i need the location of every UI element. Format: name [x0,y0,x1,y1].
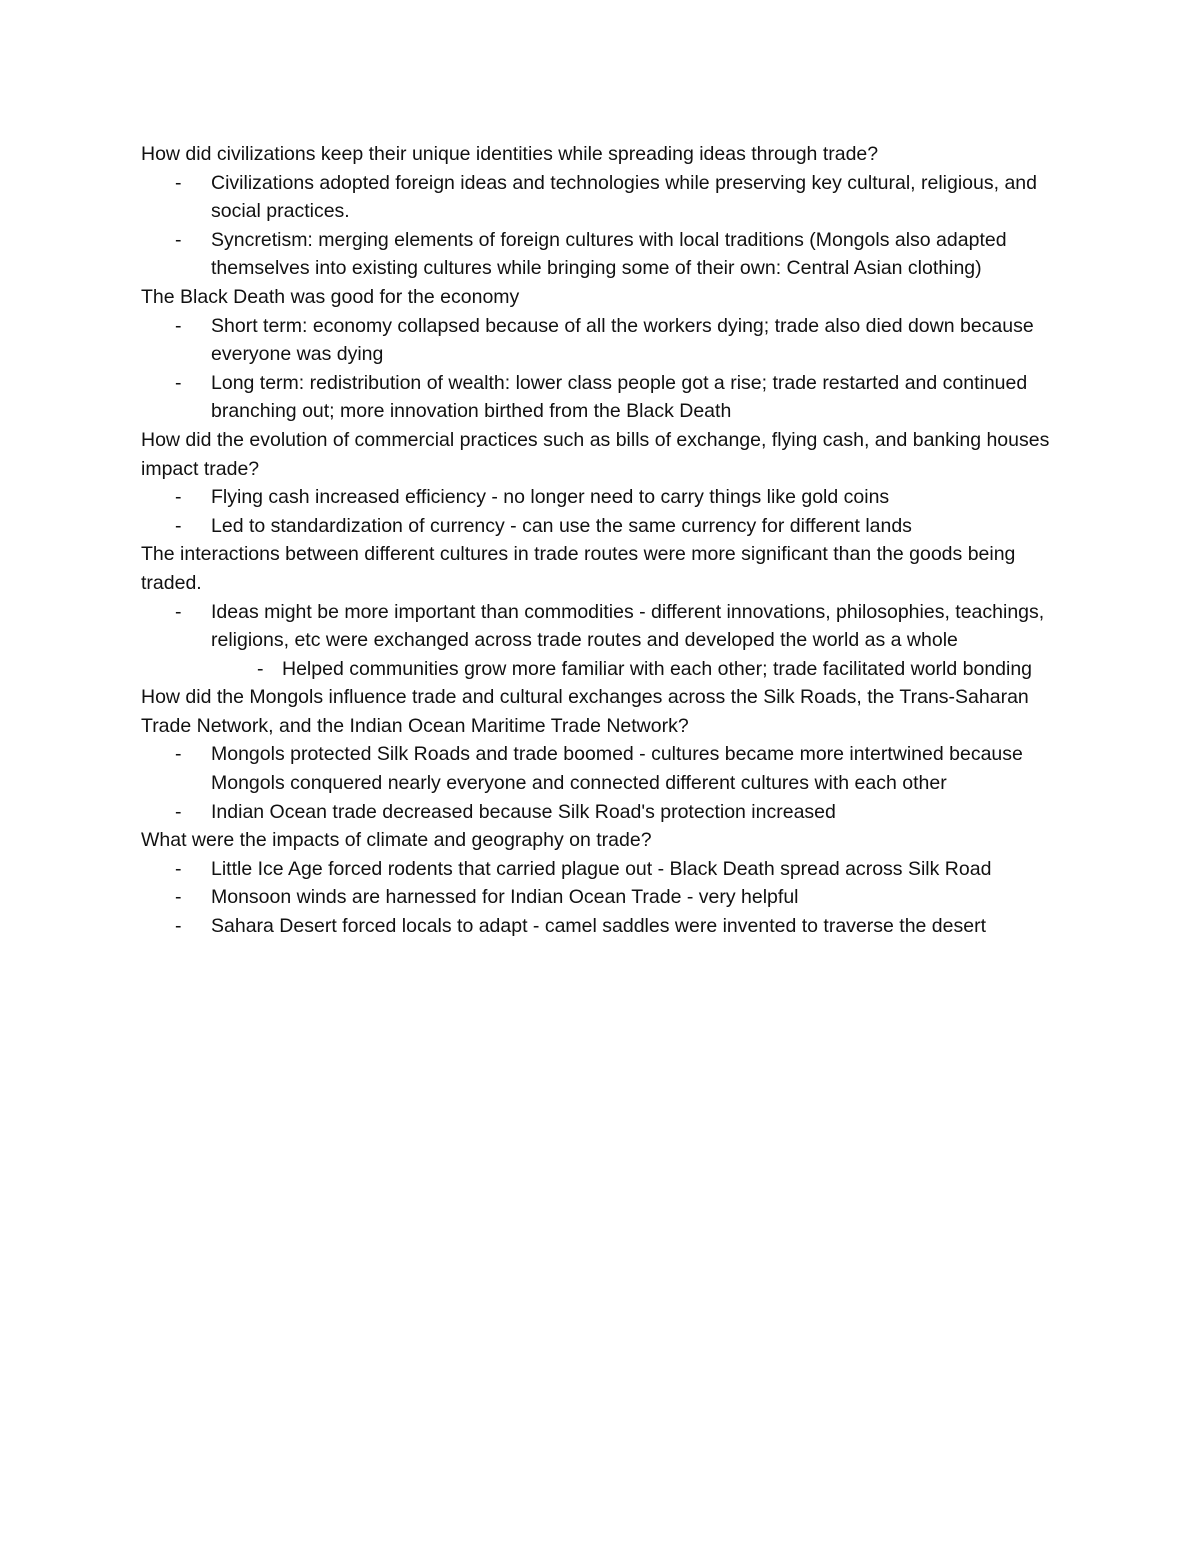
list-item-text: Short term: economy collapsed because of all the workers dying; trade also died down because everyone was dying [211,314,1034,366]
list-item [141,855,1071,884]
dash-bullet-icon: - [175,514,182,537]
dash-bullet-icon: - [175,800,182,823]
sub-list-item-text: Helped communities grow more familiar with each other; trade facilitated world bonding [282,657,1033,680]
list-item-text: Led to standardization of currency - can use the same currency for different lands [211,514,912,537]
bullet-list [141,740,1071,826]
dash-bullet-icon: - [175,371,182,394]
section-heading: What were the impacts of climate and geography on trade? [141,829,652,852]
list-item-text: Monsoon winds are harnessed for Indian Ocean Trade - very helpful [211,886,799,909]
sub-bullet-list [211,655,1071,684]
list-item-text: Indian Ocean trade decreased because Silk Road's protection increased [211,800,836,823]
bullet-list [141,855,1071,941]
list-item [141,226,1071,283]
dash-bullet-icon: - [257,657,264,680]
list-item-text: Sahara Desert forced locals to adapt - camel saddles were invented to traverse the desert [211,915,986,938]
list-item-text: Ideas might be more important than commodities - different innovations, philosophies, teachings, religions, etc were exchanged across trade routes and developed the world as a whole [211,600,1045,652]
dash-bullet-icon: - [175,857,182,880]
section-heading: How did civilizations keep their unique identities while spreading ideas through trade? [141,143,879,165]
bullet-list [141,598,1071,684]
bullet-list [141,312,1071,426]
list-item-text: Little Ice Age forced rodents that carried plague out - Black Death spread across Silk Road [211,857,992,880]
bullet-list [141,483,1071,540]
sub-list-item [211,655,1071,684]
list-item [141,312,1071,369]
list-item [141,798,1071,827]
list-item-text: Long term: redistribution of wealth: lower class people got a rise; trade restarted and continued branching out; more innovation birthed from the Black Death [211,371,1028,423]
list-item [141,912,1071,941]
list-item [141,883,1071,912]
list-item-text: Syncretism: merging elements of foreign cultures with local traditions (Mongols also adapted themselves into existing cultures while bringing some of their own: Central Asian clothing) [211,228,1007,280]
list-item [141,512,1071,541]
section-heading: How did the evolution of commercial practices such as bills of exchange, flying cash, and banking houses impact trade? [141,428,1050,480]
section-heading: The Black Death was good for the economy [141,285,520,308]
dash-bullet-icon: - [175,314,182,337]
document-body [141,140,1071,941]
dash-bullet-icon: - [175,743,182,766]
list-item-text: Flying cash increased efficiency - no longer need to carry things like gold coins [211,486,890,509]
dash-bullet-icon: - [175,486,182,509]
dash-bullet-icon: - [175,171,182,194]
list-item [141,598,1071,684]
list-item [141,169,1071,226]
list-item [141,483,1071,512]
section-heading: How did the Mongols influence trade and cultural exchanges across the Silk Roads, the Trans-Saharan Trade Network, and the Indian Ocean Maritime Trade Network? [141,686,1029,737]
dash-bullet-icon: - [175,600,182,623]
dash-bullet-icon: - [175,228,182,251]
list-item [141,740,1071,797]
section-heading: The interactions between different cultures in trade routes were more significant than the goods being traded. [141,543,1016,594]
dash-bullet-icon: - [175,915,182,938]
list-item-text: Civilizations adopted foreign ideas and technologies while preserving key cultural, religious, and social practices. [211,171,1037,223]
list-item-text: Mongols protected Silk Roads and trade boomed - cultures became more intertwined because Mongols conquered nearly everyone and connected different cultures with each other [211,743,1023,795]
bullet-list [141,169,1071,283]
list-item [141,369,1071,426]
dash-bullet-icon: - [175,886,182,909]
